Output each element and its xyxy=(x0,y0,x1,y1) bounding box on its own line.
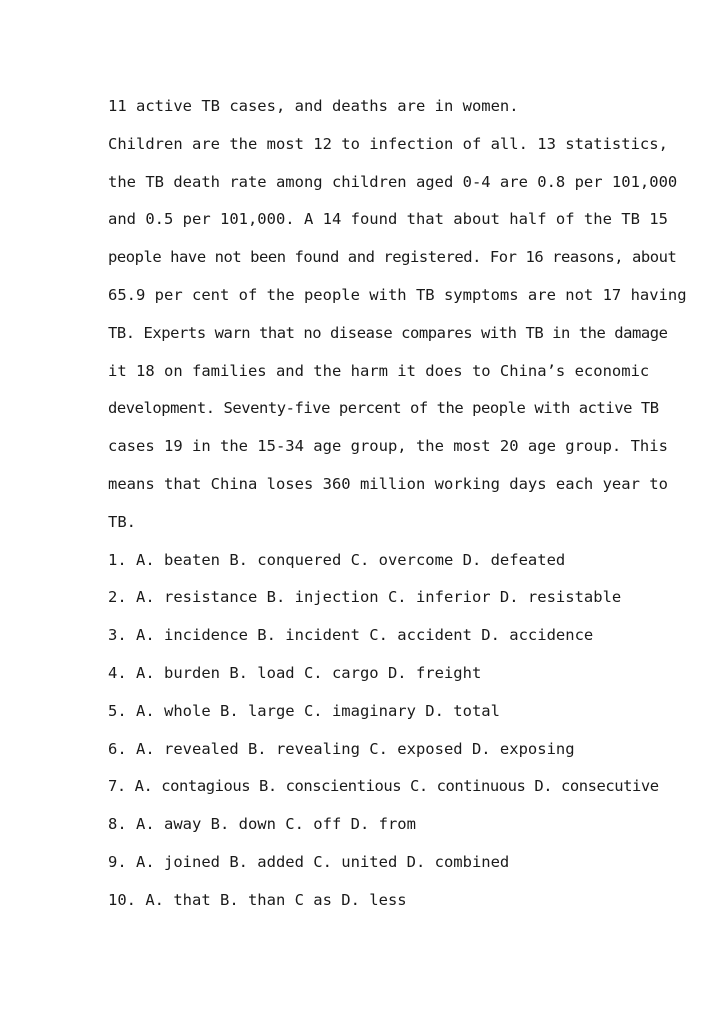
question-item: 10. A. that B. than C as D. less xyxy=(108,890,407,909)
question-item: 9. A. joined B. added C. united D. combined xyxy=(108,852,510,871)
question-item: 1. A. beaten B. conquered C. overcome D. defeated xyxy=(108,550,566,569)
passage-line: TB. xyxy=(108,512,136,531)
document-body xyxy=(108,88,687,920)
passage-line: the TB death rate among children aged 0-4 are 0.8 per 101,000 xyxy=(108,172,678,191)
passage-line: and 0.5 per 101,000. A 14 found that about half of the TB 15 xyxy=(108,210,668,229)
question-item: 8. A. away B. down C. off D. from xyxy=(108,815,416,834)
passage xyxy=(108,88,687,542)
passage-line: TB. Experts warn that no disease compares with TB in the damage xyxy=(108,323,668,342)
question-item: 4. A. burden B. load C. cargo D. freight xyxy=(108,663,482,682)
passage-line: means that China loses 360 million working days each year to xyxy=(108,474,668,493)
passage-line: Children are the most 12 to infection of all. 13 statistics, xyxy=(108,134,668,153)
passage-line: development. Seventy-five percent of the people with active TB xyxy=(108,399,659,418)
question-item: 3. A. incidence B. incident C. accident D. accidence xyxy=(108,626,594,645)
passage-line: people have not been found and registered. For 16 reasons, about xyxy=(108,248,677,267)
question-item: 6. A. revealed B. revealing C. exposed D. exposing xyxy=(108,739,575,758)
question-item: 5. A. whole B. large C. imaginary D. total xyxy=(108,701,500,720)
passage-line: 11 active TB cases, and deaths are in women. xyxy=(108,97,519,115)
passage-line: 65.9 per cent of the people with TB symptoms are not 17 having xyxy=(108,285,687,304)
passage-line: it 18 on families and the harm it does to China’s economic xyxy=(108,361,650,380)
question-item: 7. A. contagious B. conscientious C. continuous D. consecutive xyxy=(108,777,659,796)
question-list xyxy=(108,542,659,920)
passage-line: cases 19 in the 15-34 age group, the most 20 age group. This xyxy=(108,437,668,456)
question-item: 2. A. resistance B. injection C. inferior D. resistable xyxy=(108,588,622,607)
